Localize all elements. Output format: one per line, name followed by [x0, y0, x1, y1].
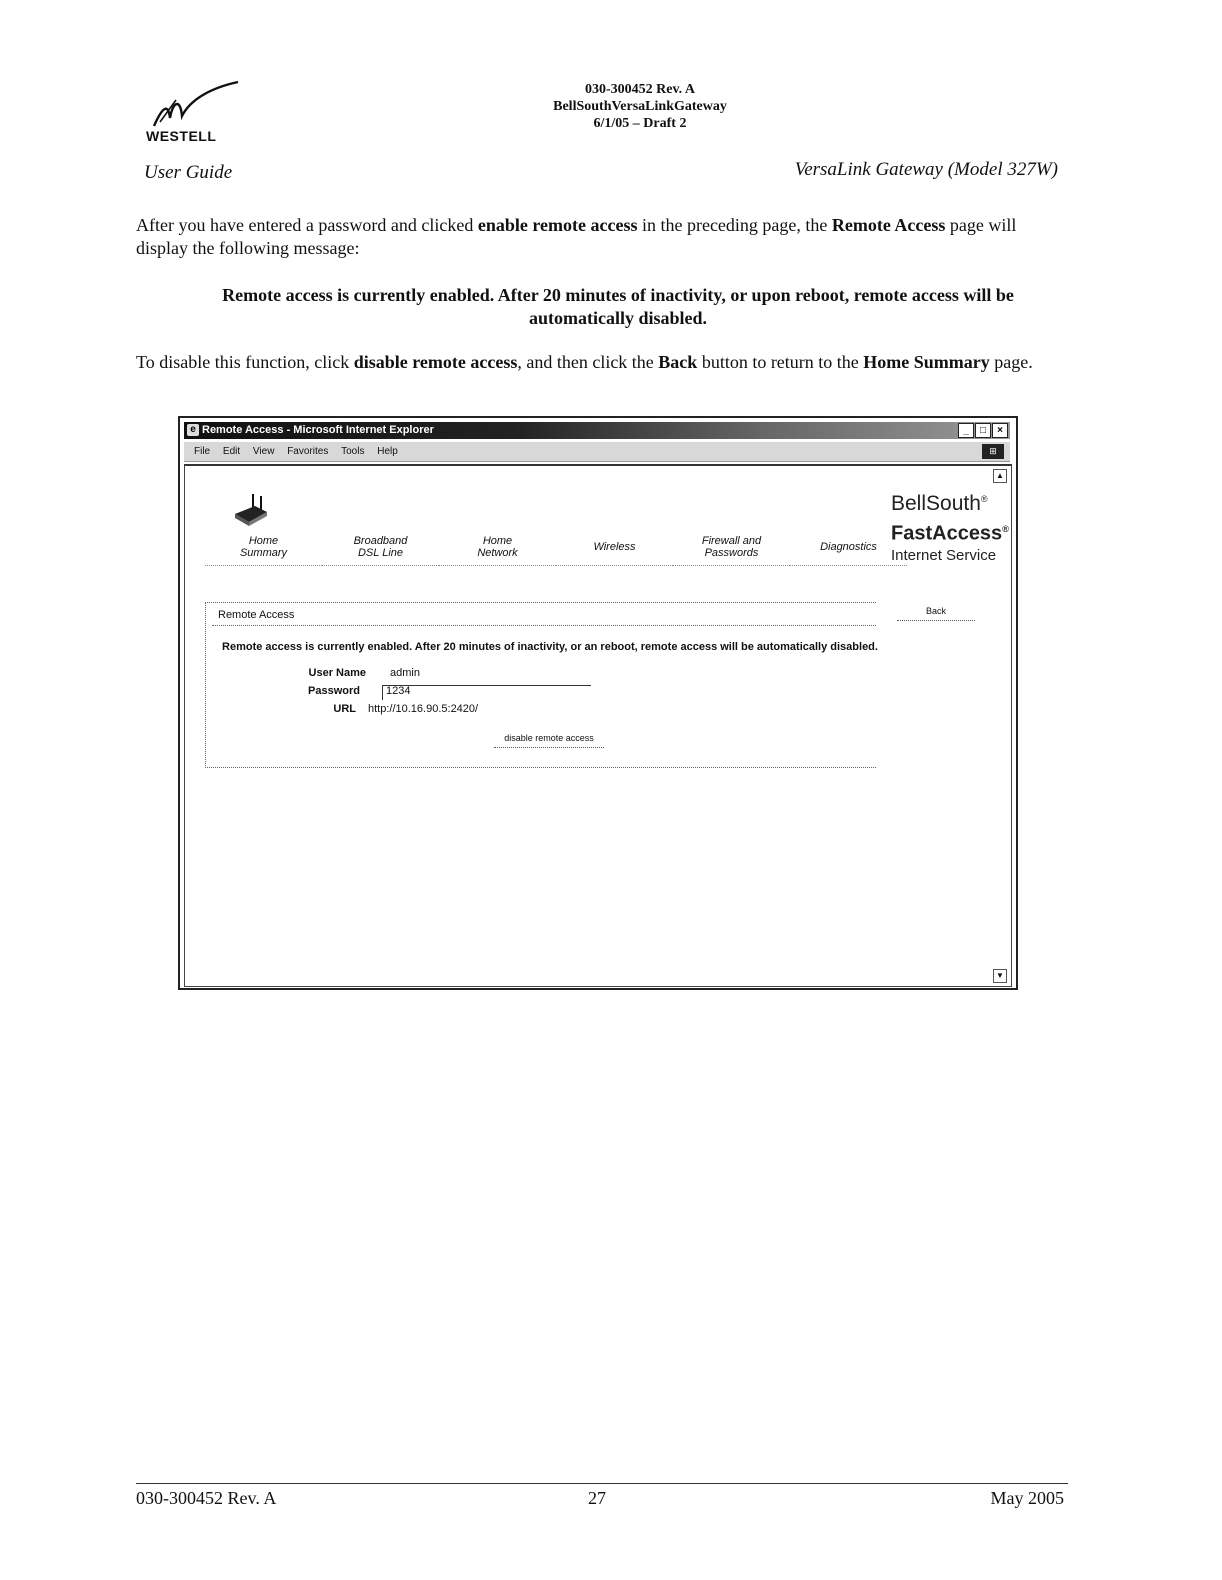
page-number: 27 [588, 1488, 606, 1508]
text-run: , and then click the [517, 352, 659, 372]
footer-doc-number: 030-300452 Rev. A [136, 1488, 277, 1508]
disable-remote-access-button[interactable]: disable remote access [494, 733, 604, 748]
tab-home-summary[interactable] [205, 528, 322, 566]
guide-label: User Guide [144, 162, 233, 183]
tab-label: DSL Line [357, 546, 404, 559]
tab-label: Passwords [704, 546, 759, 559]
scroll-down-icon[interactable]: ▼ [993, 969, 1007, 983]
document-info [430, 81, 850, 132]
brand-text: BellSouth [891, 492, 981, 515]
tab-label: Diagnostics [820, 540, 877, 553]
menu-file[interactable]: File [194, 446, 211, 457]
text-run: button to return to the [697, 352, 864, 372]
brand-line-2: FastAccess® [891, 522, 1009, 545]
ie-icon: e [187, 424, 199, 436]
doc-number: 030-300452 Rev. A [584, 82, 696, 97]
text-run: page will display the following message: [136, 215, 1017, 258]
back-button[interactable]: Back [897, 606, 975, 621]
text-run-bold: Remote Access [831, 215, 946, 235]
password-label: Password [308, 685, 360, 697]
tab-label: Summary [239, 546, 288, 559]
menu-view[interactable]: View [252, 446, 275, 457]
menu-edit[interactable]: Edit [222, 446, 241, 457]
brand-line-1: BellSouth® [891, 492, 988, 515]
url-label: URL [333, 703, 356, 715]
username-row [206, 667, 866, 681]
browser-window [178, 416, 1018, 990]
text-run-bold: Back [658, 352, 698, 372]
url-value: http://10.16.90.5:2420/ [368, 703, 479, 715]
text-run-bold: enable remote access [477, 215, 638, 235]
footer-date: May 2005 [990, 1488, 1064, 1508]
footer-rule [136, 1483, 1068, 1484]
text-run: in the preceding page, the [637, 215, 832, 235]
intro-paragraph [136, 214, 1056, 260]
text-run: To disable this function, click [136, 352, 354, 372]
tab-label: Firewall and [701, 534, 762, 547]
minimize-icon[interactable]: _ [958, 423, 974, 438]
browser-title: Remote Access - Microsoft Internet Explorer [202, 424, 434, 436]
password-value: 1234 [386, 685, 411, 697]
panel-message: Remote access is currently enabled. After 20 minutes of inactivity, or an reboot, remote access will be automatically disabled. [222, 641, 878, 653]
logo-wordmark: WESTELL [146, 128, 217, 144]
tab-label: Broadband [353, 534, 408, 547]
remote-access-panel [205, 602, 876, 768]
brand-line-3: Internet Service [891, 546, 997, 564]
tab-label: Network [477, 546, 518, 559]
url-row [206, 703, 866, 717]
model-label: VersaLink Gateway (Model 327W) [794, 159, 1058, 180]
tab-broadband-dsl-line[interactable] [322, 528, 439, 566]
remote-access-message: Remote access is currently enabled. After 20 minutes of inactivity, or upon reboot, remote access will be automatically disabled. [222, 285, 1014, 328]
window-controls [958, 423, 1008, 438]
browser-content [184, 464, 1012, 987]
menu-favorites[interactable]: Favorites [287, 446, 329, 457]
panel-title: Remote Access [218, 609, 295, 621]
tab-label: Wireless [593, 540, 636, 553]
close-icon[interactable]: × [992, 423, 1008, 438]
doc-date: 6/1/05 – Draft 2 [593, 116, 687, 131]
menu-help[interactable]: Help [377, 446, 398, 457]
tab-firewall-passwords[interactable] [673, 528, 790, 566]
router-icon [231, 492, 271, 528]
bellsouth-brand [891, 486, 1009, 566]
tab-label: Home [482, 534, 513, 547]
browser-menubar [184, 442, 1010, 462]
username-value: admin [390, 667, 420, 679]
menu-tools[interactable]: Tools [341, 446, 365, 457]
nav-tabs [205, 528, 907, 566]
instruction-paragraph [136, 351, 1056, 374]
text-run: page. [989, 352, 1033, 372]
windows-flag-icon: ⊞ [982, 444, 1004, 459]
text-run: After you have entered a password and clicked [136, 215, 478, 235]
tab-diagnostics[interactable] [790, 528, 907, 566]
text-run-bold: Home Summary [863, 352, 990, 372]
brand-text: FastAccess [891, 522, 1003, 545]
tab-label: Home [248, 534, 279, 547]
password-row [206, 685, 866, 699]
maximize-icon[interactable]: □ [975, 423, 991, 438]
tab-home-network[interactable] [439, 528, 556, 566]
text-run-bold: disable remote access [353, 352, 518, 372]
scroll-up-icon[interactable]: ▲ [993, 469, 1007, 483]
username-label: User Name [308, 667, 366, 679]
doc-product: BellSouthVersaLinkGateway [553, 99, 727, 114]
panel-divider [212, 625, 876, 626]
tab-wireless[interactable] [556, 528, 673, 566]
browser-titlebar [184, 422, 1010, 439]
